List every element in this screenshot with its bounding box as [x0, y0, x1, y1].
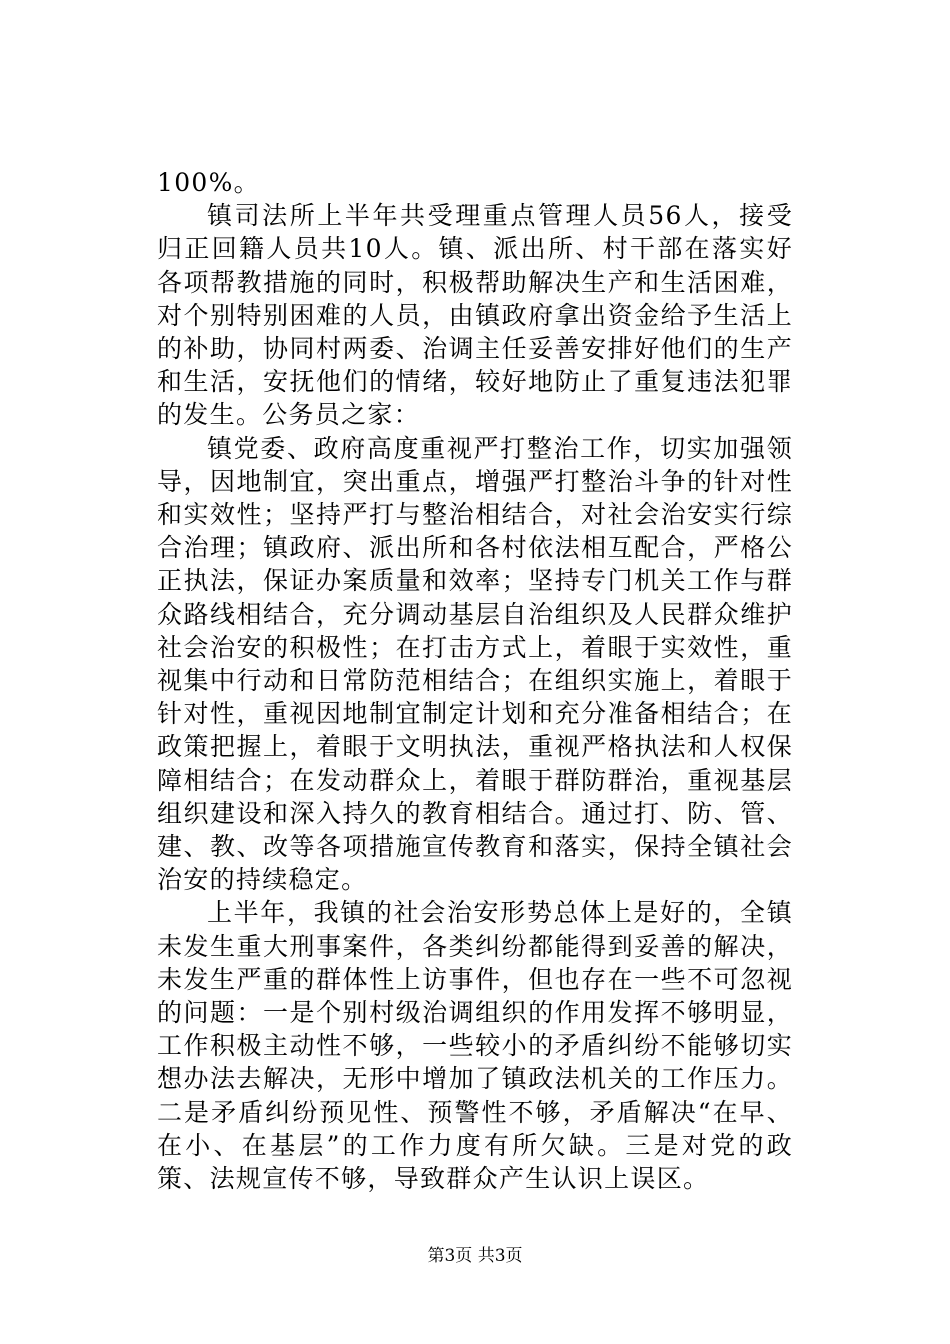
paragraph-strike-hard: 镇党委、政府高度重视严打整治工作，切实加强领导，因地制宜，突出重点，增强严打整治斗争的针对性和实效性；坚持严打与整治相结合，对社会治安实行综合治理；镇政府、派出所和各村依法相互配合，严格公正执法，保证办案质量和效率；坚持专门机关工作与群众路线相结合，充分调动基层自治组织及人民群众维护社会治安的积极性；在打击方式上，着眼于实效性，重视集中行动和日常防范相结合；在组织实施上，着眼于针对性，重视因地制宜制定计划和充分准备相结合；在政策把握上，着眼于文明执法，重视严格执法和人权保障相结合；在发动群众上，着眼于群防群治，重视基层组织建设和深入持久的教育相结合。通过打、防、管、建、教、改等各项措施宣传教育和落实，保持全镇社会治安的持续稳定。: [157, 433, 793, 895]
document-body: [157, 166, 793, 1195]
page-footer: 第3页 共3页: [427, 1246, 523, 1266]
paragraph-judicial-office: 镇司法所上半年共受理重点管理人员56人，接受归正回籍人员共10人。镇、派出所、村干部在落实好各项帮教措施的同时，积极帮助解决生产和生活困难，对个别特别困难的人员，由镇政府拿出资金给予生活上的补助，协同村两委、治调主任妥善安排好他们的生产和生活，安抚他们的情绪，较好地防止了重复违法犯罪的发生。公务员之家：: [157, 201, 793, 430]
paragraph-continuation: 100%。: [157, 168, 260, 197]
paragraph-problems: 上半年，我镇的社会治安形势总体上是好的，全镇未发生重大刑事案件，各类纠纷都能得到妥善的解决，未发生严重的群体性上访事件，但也存在一些不可忽视的问题：一是个别村级治调组织的作用发挥不够明显，工作积极主动性不够，一些较小的矛盾纠纷不能够切实想办法去解决，无形中增加了镇政法机关的工作压力。二是矛盾纠纷预见性、预警性不够，矛盾解决“在早、在小、在基层”的工作力度有所欠缺。三是对党的政策、法规宣传不够，导致群众产生认识上误区。: [157, 898, 793, 1194]
